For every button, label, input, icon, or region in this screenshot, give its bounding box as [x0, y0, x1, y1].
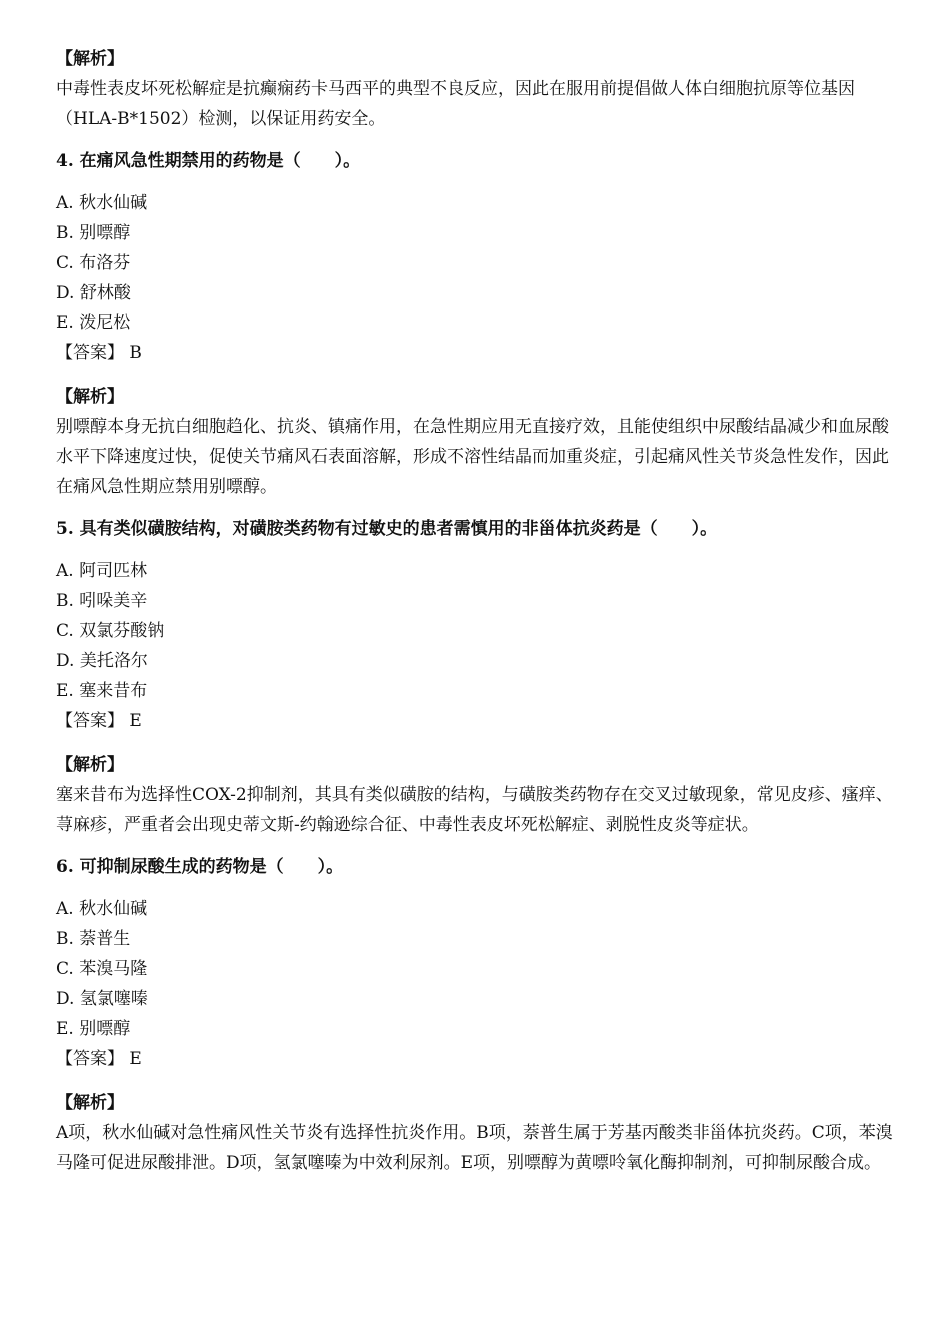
question-title: 4. 在痛风急性期禁用的药物是（ ）。	[56, 151, 361, 171]
analysis-text: A项，秋水仙碱对急性痛风性关节炎有选择性抗炎作用。B项，萘普生属于芳基丙酸类非甾体抗炎药。C项，苯溴马隆可促进尿酸排泄。D项，氢氯噻嗪为中效利尿剂。E项，别嘌醇为黄嘌呤氧化酶抑制剂，可抑制尿酸合成。	[56, 1123, 893, 1173]
analysis-block-q3	[56, 44, 896, 134]
question-title: 6. 可抑制尿酸生成的药物是（ ）。	[56, 857, 344, 877]
analysis-text: 中毒性表皮坏死松解症是抗癫痫药卡马西平的典型不良反应，因此在服用前提倡做人体白细胞抗原等位基因（HLA-B*1502）检测，以保证用药安全。	[56, 79, 855, 129]
option-d: D. 氢氯噻嗪	[56, 989, 148, 1009]
analysis-heading: 【解析】	[56, 1093, 124, 1113]
option-b: B. 吲哚美辛	[56, 591, 148, 611]
question-4	[56, 146, 896, 502]
analysis-text: 别嘌醇本身无抗白细胞趋化、抗炎、镇痛作用，在急性期应用无直接疗效，且能使组织中尿酸结晶减少和血尿酸水平下降速度过快，促使关节痛风石表面溶解，形成不溶性结晶而加重炎症，引起痛风性关节炎急性发作，因此在痛风急性期应禁用别嘌醇。	[56, 417, 889, 497]
option-e: E. 塞来昔布	[56, 681, 148, 701]
answer-line: 【答案】 B	[56, 343, 142, 363]
option-d: D. 美托洛尔	[56, 651, 148, 671]
analysis-text: 塞来昔布为选择性COX-2抑制剂，其具有类似磺胺的结构，与磺胺类药物存在交叉过敏现象，常见皮疹、瘙痒、荨麻疹，严重者会出现史蒂文斯-约翰逊综合征、中毒性表皮坏死松解症、剥脱性皮炎等症状。	[56, 785, 893, 835]
option-c: C. 布洛芬	[56, 253, 131, 273]
analysis-heading: 【解析】	[56, 387, 124, 407]
analysis-heading: 【解析】	[56, 49, 124, 69]
option-a: A. 秋水仙碱	[56, 899, 148, 919]
option-c: C. 双氯芬酸钠	[56, 621, 165, 641]
option-d: D. 舒林酸	[56, 283, 131, 303]
document-page	[56, 44, 896, 1178]
option-a: A. 阿司匹林	[56, 561, 148, 581]
option-b: B. 别嘌醇	[56, 223, 131, 243]
answer-line: 【答案】 E	[56, 1049, 142, 1069]
question-5	[56, 514, 896, 840]
question-6	[56, 852, 896, 1178]
option-c: C. 苯溴马隆	[56, 959, 148, 979]
option-e: E. 泼尼松	[56, 313, 131, 333]
answer-line: 【答案】 E	[56, 711, 142, 731]
question-title: 5. 具有类似磺胺结构，对磺胺类药物有过敏史的患者需慎用的非甾体抗炎药是（ ）。	[56, 519, 718, 539]
option-e: E. 别嘌醇	[56, 1019, 131, 1039]
option-a: A. 秋水仙碱	[56, 193, 148, 213]
analysis-heading: 【解析】	[56, 755, 124, 775]
option-b: B. 萘普生	[56, 929, 131, 949]
